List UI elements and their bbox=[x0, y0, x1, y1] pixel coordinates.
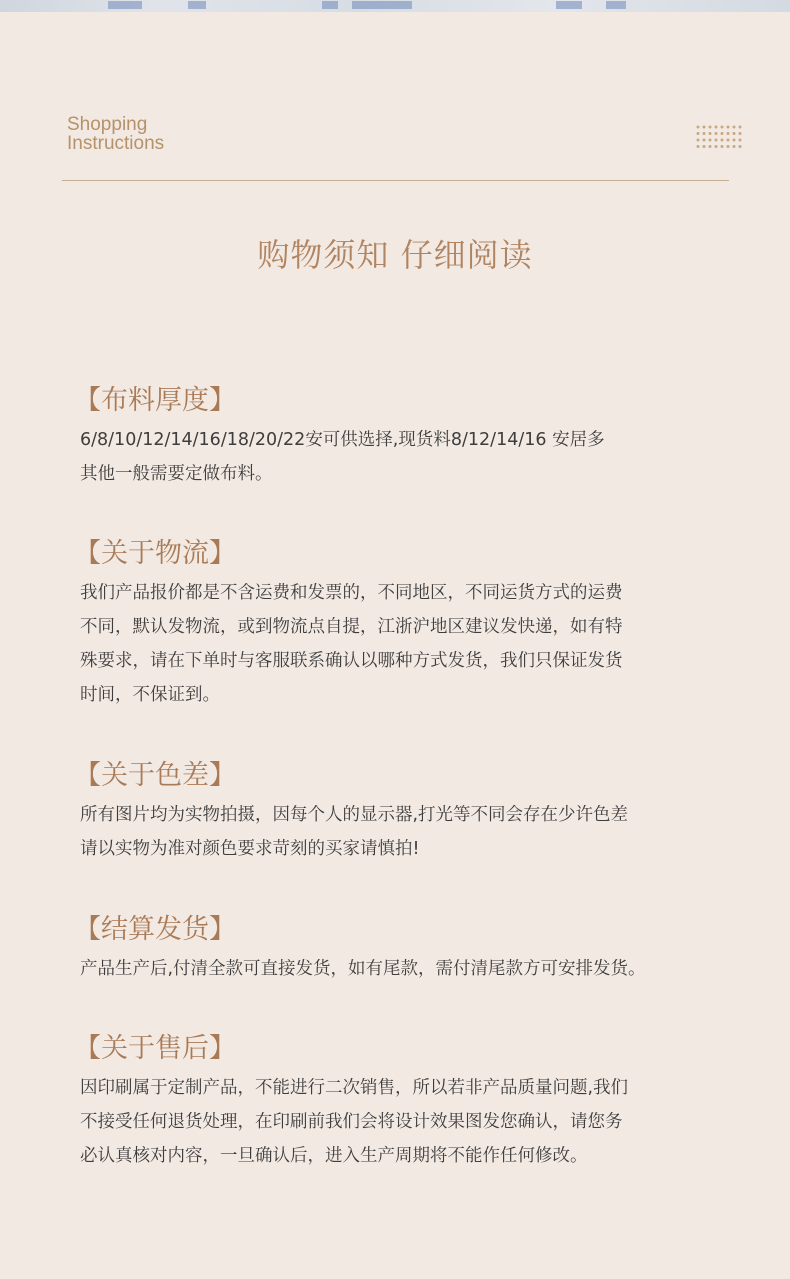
section-heading: 【关于色差】 bbox=[74, 760, 236, 791]
section-heading: 【关于售后】 bbox=[74, 1033, 236, 1064]
section-body: 所有图片均为实物拍摄，因每个人的显示器,打光等不同会存在少许色差 请以实物为准对颜色要求苛刻的买家请慎拍! bbox=[80, 805, 629, 859]
section-logistics bbox=[74, 536, 720, 712]
top-image-strip bbox=[0, 0, 790, 12]
section-heading: 【结算发货】 bbox=[74, 914, 236, 945]
brand-line-1: Shopping bbox=[67, 114, 148, 135]
section-body: 因印刷属于定制产品，不能进行二次销售，所以若非产品质量问题,我们 不接受任何退货处理，在印刷前我们会将设计效果图发您确认，请您务 必认真核对内容，一旦确认后，进入生产周期将不能作任何修改。 bbox=[80, 1078, 629, 1166]
section-after-sales bbox=[74, 1031, 720, 1173]
section-fabric-thickness bbox=[74, 383, 720, 491]
brand-line-2: Instructions bbox=[67, 133, 165, 154]
section-color-difference bbox=[74, 758, 720, 866]
section-heading: 【布料厚度】 bbox=[74, 385, 236, 416]
section-settlement-shipping bbox=[74, 912, 720, 986]
section-heading: 【关于物流】 bbox=[74, 538, 236, 569]
page-title: 购物须知 仔细阅读 bbox=[257, 236, 533, 274]
section-body: 我们产品报价都是不含运费和发票的，不同地区，不同运货方式的运费 不同，默认发物流，或到物流点自提，江浙沪地区建议发快递，如有特 殊要求，请在下单时与客服联系确认以哪种方式发货，我们只保证发货 时间，不保证到。 bbox=[80, 583, 623, 705]
header-divider bbox=[62, 180, 729, 181]
section-body: 6/8/10/12/14/16/18/20/22安可供选择,现货料8/12/14/16 安居多 其他一般需要定做布料。 bbox=[80, 430, 605, 484]
dot-grid-icon bbox=[696, 125, 742, 149]
brand-label bbox=[67, 115, 164, 153]
section-body: 产品生产后,付清全款可直接发货，如有尾款，需付清尾款方可安排发货。 bbox=[80, 959, 646, 979]
